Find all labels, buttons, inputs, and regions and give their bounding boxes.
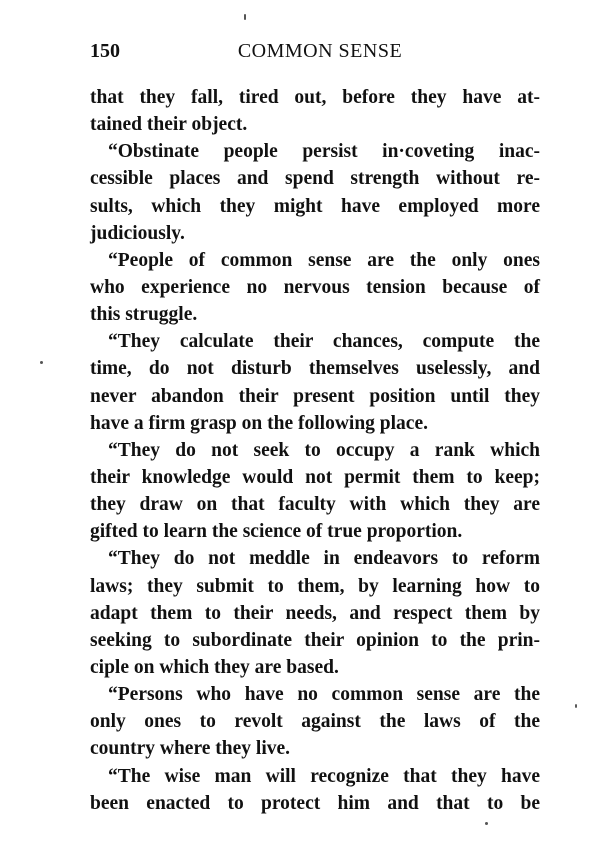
text-line: sults, which they might have employed more — [90, 195, 540, 217]
running-header — [90, 40, 540, 70]
text-line: laws; they submit to them, by learning how to — [90, 575, 540, 597]
text-line: they draw on that faculty with which they are — [90, 494, 540, 516]
text-line: this struggle. — [90, 304, 198, 326]
scan-speck — [40, 361, 43, 364]
text-line: “They do not meddle in endeavors to reform — [108, 548, 540, 570]
text-line: “Obstinate people persist in·coveting inac- — [108, 141, 540, 163]
text-line: tained their object. — [90, 114, 248, 136]
running-title: COMMON SENSE — [237, 40, 403, 62]
text-line: “They calculate their chances, compute the — [108, 331, 540, 353]
text-line: who experience no nervous tension because of — [90, 276, 540, 298]
text-line: time, do not disturb themselves uselessly, and — [90, 358, 540, 380]
text-line: “People of common sense are the only ones — [108, 249, 540, 271]
page-number: 150 — [90, 40, 120, 62]
text-line: cessible places and spend strength without re- — [90, 168, 540, 190]
text-line: seeking to subordinate their opinion to the prin- — [90, 629, 540, 651]
text-line: “The wise man will recognize that they have — [108, 765, 540, 787]
text-line: only ones to revolt against the laws of the — [90, 711, 540, 733]
text-line: that they fall, tired out, before they have at- — [90, 87, 540, 108]
scan-speck — [485, 822, 488, 825]
text-line: have a firm grasp on the following place. — [90, 412, 428, 434]
text-line: gifted to learn the science of true proportion. — [90, 521, 463, 543]
text-line: never abandon their present position until they — [90, 385, 540, 407]
text-line: been enacted to protect him and that to be — [90, 792, 540, 814]
text-line: ciple on which they are based. — [90, 656, 339, 678]
page-body-text — [90, 84, 540, 817]
text-line: “They do not seek to occupy a rank which — [108, 439, 540, 461]
text-line: judiciously. — [90, 222, 185, 244]
scan-speck — [244, 14, 246, 20]
text-line: adapt them to their needs, and respect them by — [90, 602, 540, 624]
text-line: country where they live. — [90, 738, 291, 760]
text-line: “Persons who have no common sense are the — [108, 684, 540, 706]
scan-speck — [575, 704, 577, 708]
text-line: their knowledge would not permit them to keep; — [90, 466, 540, 488]
